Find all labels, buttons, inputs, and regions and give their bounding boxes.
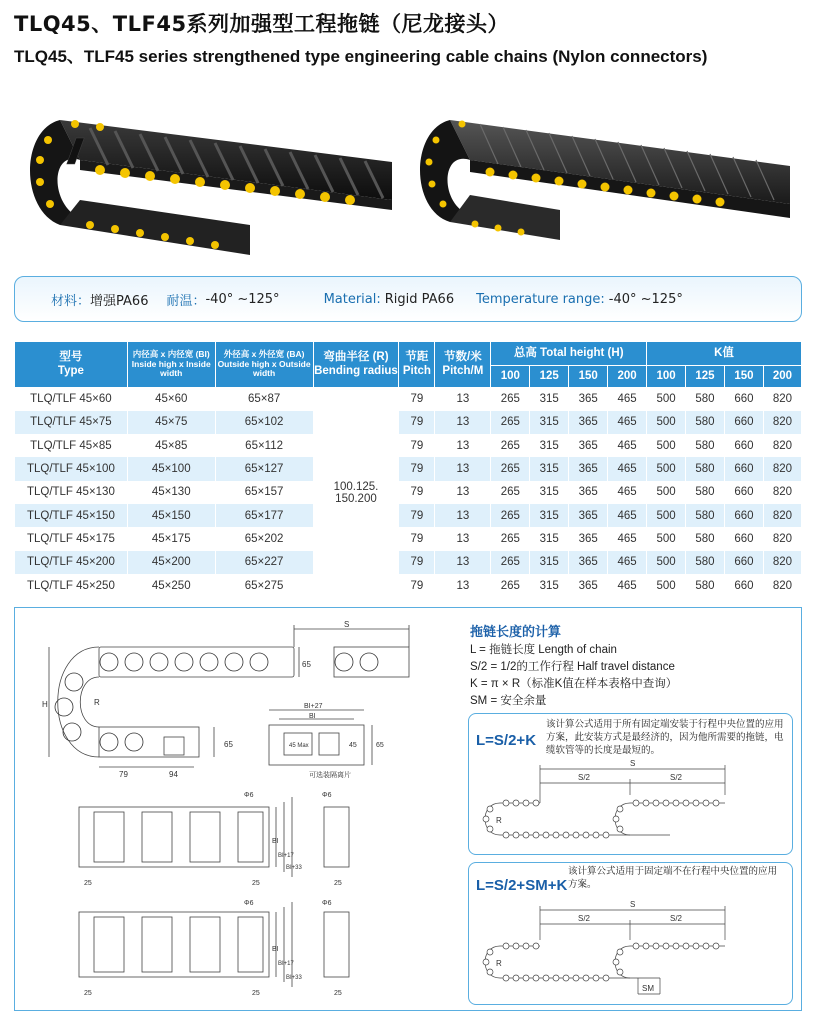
sub-header: 125 bbox=[686, 366, 725, 388]
header-k-value: K值 bbox=[647, 342, 802, 366]
formula-note-2: 该计算公式适用于固定端不在行程中央位置的应用方案。 bbox=[568, 866, 778, 890]
formula-1: L=S/2+K bbox=[476, 732, 537, 749]
sub-header: 200 bbox=[608, 366, 647, 388]
cell-pitch-per-m: 13 bbox=[435, 527, 491, 550]
dim-bi-33-b: BI+33 bbox=[286, 975, 302, 981]
table-row bbox=[15, 434, 802, 457]
cell-total-height: 315 bbox=[530, 574, 569, 597]
cell-type: TLQ/TLF 45×75 bbox=[15, 411, 128, 434]
cell-inside: 45×150 bbox=[127, 504, 215, 527]
cell-type: TLQ/TLF 45×200 bbox=[15, 551, 128, 574]
dim-25-e: 25 bbox=[252, 990, 260, 997]
cell-pitch: 79 bbox=[399, 504, 435, 527]
dim-bi-17: BI+17 bbox=[278, 853, 294, 859]
title-english: TLQ45、TLF45 series strengthened type engineering cable chains (Nylon connectors) bbox=[14, 47, 708, 66]
fig1-s2-b: S/2 bbox=[670, 773, 683, 782]
cell-k-value: 500 bbox=[647, 551, 686, 574]
table-row bbox=[15, 574, 802, 597]
temp-cn-label: 耐温： bbox=[166, 293, 206, 309]
dim-65-c: 65 bbox=[376, 742, 384, 749]
material-cn-label: 材料： bbox=[51, 293, 91, 309]
dim-25-a: 25 bbox=[84, 880, 92, 887]
dim-25-f: 25 bbox=[334, 990, 342, 997]
sub-header: 100 bbox=[647, 366, 686, 388]
cell-total-height: 365 bbox=[569, 388, 608, 411]
dim-phi6-c: Φ6 bbox=[244, 900, 254, 907]
cell-total-height: 465 bbox=[608, 388, 647, 411]
cell-k-value: 820 bbox=[763, 527, 801, 550]
sub-header: 100 bbox=[491, 366, 530, 388]
table-row bbox=[15, 551, 802, 574]
dim-phi6-a: Φ6 bbox=[244, 792, 254, 799]
cell-k-value: 820 bbox=[763, 434, 801, 457]
cell-total-height: 265 bbox=[491, 481, 530, 504]
cell-pitch: 79 bbox=[399, 457, 435, 480]
sub-header: 200 bbox=[763, 366, 801, 388]
fig2-sm: SM bbox=[642, 984, 654, 993]
dim-45-max: 45 Max bbox=[289, 743, 309, 749]
table-row bbox=[15, 481, 802, 504]
materials-bar bbox=[14, 276, 802, 322]
cell-k-value: 820 bbox=[763, 457, 801, 480]
cell-pitch-per-m: 13 bbox=[435, 481, 491, 504]
cell-total-height: 465 bbox=[608, 411, 647, 434]
cell-total-height: 265 bbox=[491, 457, 530, 480]
cell-k-value: 820 bbox=[763, 411, 801, 434]
cell-total-height: 365 bbox=[569, 527, 608, 550]
cell-total-height: 315 bbox=[530, 551, 569, 574]
def-sm: SM = 安全余量 bbox=[470, 695, 547, 707]
cell-pitch-per-m: 13 bbox=[435, 504, 491, 527]
table-row bbox=[15, 527, 802, 550]
cell-pitch: 79 bbox=[399, 388, 435, 411]
cell-outside: 65×157 bbox=[215, 481, 313, 504]
cell-k-value: 500 bbox=[647, 457, 686, 480]
fig1-r: R bbox=[496, 816, 502, 825]
cell-k-value: 500 bbox=[647, 411, 686, 434]
dim-94: 94 bbox=[169, 770, 178, 779]
title-chinese: TLQ45、TLF45系列加强型工程拖链（尼龙接头） bbox=[14, 12, 510, 36]
cell-k-value: 500 bbox=[647, 504, 686, 527]
material-en-label: Material: bbox=[323, 291, 381, 307]
cell-total-height: 265 bbox=[491, 434, 530, 457]
cell-total-height: 315 bbox=[530, 434, 569, 457]
dim-bi-27: BI+27 bbox=[304, 703, 323, 710]
cell-total-height: 465 bbox=[608, 481, 647, 504]
fig2-s: S bbox=[630, 900, 636, 909]
cell-type: TLQ/TLF 45×150 bbox=[15, 504, 128, 527]
cell-pitch: 79 bbox=[399, 411, 435, 434]
cell-inside: 45×175 bbox=[127, 527, 215, 550]
dim-65-b: 65 bbox=[224, 740, 233, 749]
cell-total-height: 315 bbox=[530, 411, 569, 434]
material-cn-value: 增强PA66 bbox=[90, 293, 149, 309]
separator-note: 可选装隔离片 bbox=[309, 772, 351, 779]
cell-total-height: 465 bbox=[608, 434, 647, 457]
cell-k-value: 660 bbox=[724, 434, 763, 457]
cell-k-value: 580 bbox=[686, 527, 725, 550]
cell-inside: 45×75 bbox=[127, 411, 215, 434]
cell-k-value: 580 bbox=[686, 551, 725, 574]
dim-25-c: 25 bbox=[334, 880, 342, 887]
cell-pitch: 79 bbox=[399, 434, 435, 457]
cell-outside: 65×102 bbox=[215, 411, 313, 434]
technical-drawing bbox=[14, 607, 464, 1011]
cell-total-height: 465 bbox=[608, 574, 647, 597]
dim-79: 79 bbox=[119, 770, 128, 779]
cell-total-height: 315 bbox=[530, 481, 569, 504]
dim-phi6-b: Φ6 bbox=[322, 792, 332, 799]
cell-outside: 65×127 bbox=[215, 457, 313, 480]
cell-k-value: 820 bbox=[763, 551, 801, 574]
sub-header: 125 bbox=[530, 366, 569, 388]
cell-k-value: 580 bbox=[686, 574, 725, 597]
cell-total-height: 265 bbox=[491, 388, 530, 411]
cell-pitch-per-m: 13 bbox=[435, 551, 491, 574]
cell-k-value: 580 bbox=[686, 434, 725, 457]
calc-title: 拖链长度的计算 bbox=[470, 625, 562, 640]
cell-k-value: 660 bbox=[724, 504, 763, 527]
cell-k-value: 660 bbox=[724, 481, 763, 504]
cell-pitch: 79 bbox=[399, 574, 435, 597]
cell-total-height: 465 bbox=[608, 551, 647, 574]
dim-s: S bbox=[344, 620, 350, 629]
cell-pitch: 79 bbox=[399, 527, 435, 550]
cell-total-height: 315 bbox=[530, 457, 569, 480]
cell-total-height: 365 bbox=[569, 434, 608, 457]
header-total-height: 总高 Total height (H) bbox=[491, 342, 647, 366]
dim-25-d: 25 bbox=[84, 990, 92, 997]
dim-bi-3: BI bbox=[272, 946, 279, 953]
dim-45: 45 bbox=[349, 742, 357, 749]
cell-k-value: 500 bbox=[647, 574, 686, 597]
cell-total-height: 365 bbox=[569, 574, 608, 597]
def-k: K = π × R（标准K值在样本表格中查询） bbox=[470, 678, 678, 690]
material-en-value: Rigid PA66 bbox=[384, 291, 455, 307]
cell-inside: 45×200 bbox=[127, 551, 215, 574]
cell-total-height: 315 bbox=[530, 504, 569, 527]
header-pitch: 节距 Pitch bbox=[399, 342, 435, 388]
cell-total-height: 465 bbox=[608, 457, 647, 480]
cell-pitch-per-m: 13 bbox=[435, 411, 491, 434]
dim-25-b: 25 bbox=[252, 880, 260, 887]
cell-pitch: 79 bbox=[399, 551, 435, 574]
header-bend: 弯曲半径 (R) Bending radius bbox=[313, 342, 399, 388]
dim-65-a: 65 bbox=[302, 660, 311, 669]
cell-k-value: 820 bbox=[763, 481, 801, 504]
cell-outside: 65×202 bbox=[215, 527, 313, 550]
cell-k-value: 660 bbox=[724, 527, 763, 550]
cell-total-height: 265 bbox=[491, 411, 530, 434]
table-row bbox=[15, 457, 802, 480]
cell-k-value: 500 bbox=[647, 481, 686, 504]
cell-k-value: 580 bbox=[686, 481, 725, 504]
cell-total-height: 265 bbox=[491, 574, 530, 597]
fig1-s: S bbox=[630, 759, 636, 768]
fig2-s2-a: S/2 bbox=[578, 914, 591, 923]
header-outside: 外径高 x 外径宽 (BA) Outside high x Outside width bbox=[215, 342, 313, 388]
cell-total-height: 365 bbox=[569, 481, 608, 504]
cell-type: TLQ/TLF 45×175 bbox=[15, 527, 128, 550]
cell-type: TLQ/TLF 45×130 bbox=[15, 481, 128, 504]
cell-pitch: 79 bbox=[399, 481, 435, 504]
cell-k-value: 500 bbox=[647, 434, 686, 457]
fig2-s2-b: S/2 bbox=[670, 914, 683, 923]
dim-bi-17-b: BI+17 bbox=[278, 961, 294, 967]
dim-phi6-d: Φ6 bbox=[322, 900, 332, 907]
cell-type: TLQ/TLF 45×85 bbox=[15, 434, 128, 457]
cell-total-height: 315 bbox=[530, 388, 569, 411]
cell-k-value: 580 bbox=[686, 457, 725, 480]
def-s2: S/2 = 1/2的工作行程 Half travel distance bbox=[470, 661, 675, 673]
dim-bi: BI bbox=[309, 713, 316, 720]
cell-inside: 45×60 bbox=[127, 388, 215, 411]
cell-total-height: 365 bbox=[569, 551, 608, 574]
cell-total-height: 365 bbox=[569, 457, 608, 480]
temp-en-label: Temperature range: bbox=[476, 291, 605, 307]
header-pitch-per-m: 节数/米 Pitch/M bbox=[435, 342, 491, 388]
cell-outside: 65×275 bbox=[215, 574, 313, 597]
cell-inside: 45×250 bbox=[127, 574, 215, 597]
cell-k-value: 660 bbox=[724, 574, 763, 597]
cell-outside: 65×87 bbox=[215, 388, 313, 411]
cell-total-height: 265 bbox=[491, 551, 530, 574]
product-photo-closed-chain bbox=[410, 100, 798, 260]
cell-outside: 65×177 bbox=[215, 504, 313, 527]
cell-type: TLQ/TLF 45×60 bbox=[15, 388, 128, 411]
cell-k-value: 500 bbox=[647, 527, 686, 550]
cell-type: TLQ/TLF 45×250 bbox=[15, 574, 128, 597]
cell-k-value: 580 bbox=[686, 504, 725, 527]
cell-k-value: 820 bbox=[763, 504, 801, 527]
cell-bending-radius: 100.125. 150.200 bbox=[313, 388, 399, 598]
cell-outside: 65×227 bbox=[215, 551, 313, 574]
cell-pitch-per-m: 13 bbox=[435, 388, 491, 411]
cell-total-height: 465 bbox=[608, 527, 647, 550]
cell-total-height: 265 bbox=[491, 527, 530, 550]
dim-r: R bbox=[94, 698, 100, 707]
cell-type: TLQ/TLF 45×100 bbox=[15, 457, 128, 480]
cell-total-height: 465 bbox=[608, 504, 647, 527]
cell-k-value: 820 bbox=[763, 574, 801, 597]
dim-h: H bbox=[42, 700, 48, 709]
cell-inside: 45×85 bbox=[127, 434, 215, 457]
header-inside: 内径高 x 内径宽 (BI) Inside high x Inside width bbox=[127, 342, 215, 388]
cell-pitch-per-m: 13 bbox=[435, 574, 491, 597]
cell-total-height: 365 bbox=[569, 411, 608, 434]
cell-k-value: 500 bbox=[647, 388, 686, 411]
def-l: L = 拖链长度 Length of chain bbox=[470, 644, 617, 656]
cell-pitch-per-m: 13 bbox=[435, 457, 491, 480]
cell-inside: 45×100 bbox=[127, 457, 215, 480]
table-row bbox=[15, 388, 802, 411]
sub-header: 150 bbox=[724, 366, 763, 388]
cell-total-height: 265 bbox=[491, 504, 530, 527]
cell-outside: 65×112 bbox=[215, 434, 313, 457]
spec-table bbox=[14, 341, 802, 597]
cell-k-value: 660 bbox=[724, 457, 763, 480]
table-row bbox=[15, 504, 802, 527]
formula-note-1: 该计算公式适用于所有固定端安装于行程中央位置的应用方案，此安装方式是最经济的，因为他所需要的拖链，电缆软管等的长度是最短的。 bbox=[546, 719, 784, 756]
fig1-s2-a: S/2 bbox=[578, 773, 591, 782]
fig2-r: R bbox=[496, 959, 502, 968]
temp-en-value: -40° ~125° bbox=[608, 291, 683, 307]
formula-figure-2 bbox=[470, 898, 790, 1002]
cell-k-value: 580 bbox=[686, 388, 725, 411]
cell-k-value: 580 bbox=[686, 411, 725, 434]
dim-bi-33: BI+33 bbox=[286, 865, 302, 871]
temp-cn-value: -40° ~125° bbox=[205, 291, 280, 307]
cell-k-value: 660 bbox=[724, 411, 763, 434]
cell-k-value: 820 bbox=[763, 388, 801, 411]
sub-header: 150 bbox=[569, 366, 608, 388]
product-photo-open-chain bbox=[20, 100, 396, 260]
formula-figure-1 bbox=[470, 755, 790, 853]
table-row bbox=[15, 411, 802, 434]
cell-total-height: 365 bbox=[569, 504, 608, 527]
formula-2: L=S/2+SM+K bbox=[476, 877, 568, 894]
header-type: 型号 Type bbox=[15, 342, 128, 388]
dim-bi-2: BI bbox=[272, 838, 279, 845]
cell-pitch-per-m: 13 bbox=[435, 434, 491, 457]
cell-k-value: 660 bbox=[724, 551, 763, 574]
cell-total-height: 315 bbox=[530, 527, 569, 550]
cell-k-value: 660 bbox=[724, 388, 763, 411]
cell-inside: 45×130 bbox=[127, 481, 215, 504]
